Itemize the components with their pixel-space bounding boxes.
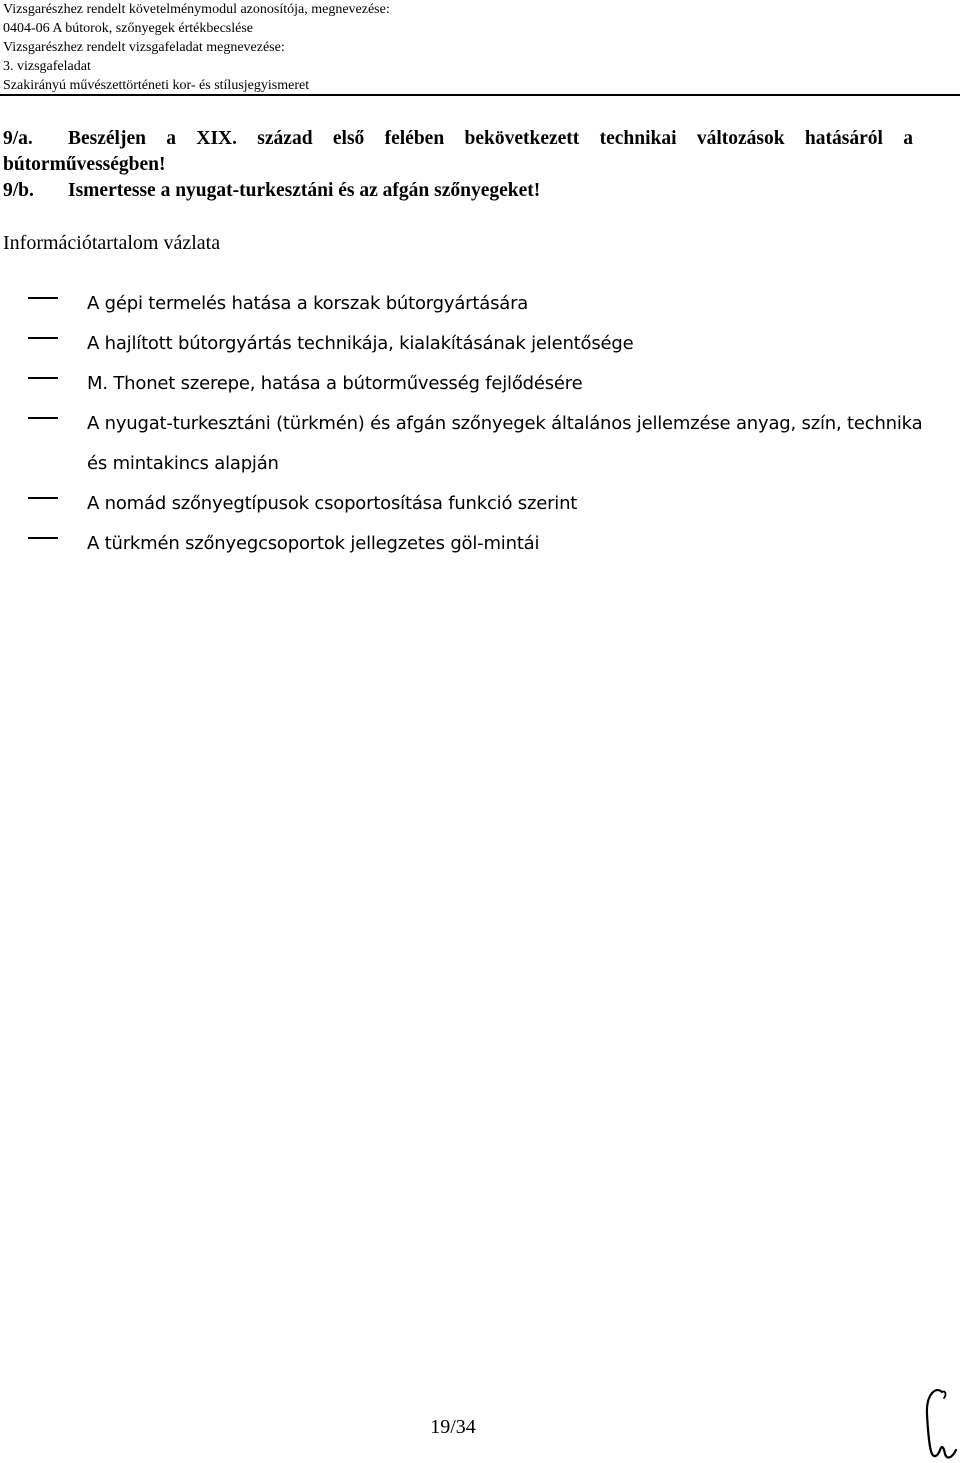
exam-task — [3, 126, 913, 204]
header-line: 3. vizsgafeladat — [3, 59, 91, 74]
task-b — [3, 178, 913, 204]
dash-bullet-icon — [28, 497, 58, 499]
task-a — [3, 126, 913, 152]
list-item — [0, 484, 960, 524]
page-header — [3, 0, 903, 95]
list-item — [0, 404, 960, 484]
list-item-text: A hajlított bútorgyártás technikája, kialakításának jelentősége — [87, 333, 634, 354]
header-line: Szakirányú művészettörténeti kor- és stílusjegyismeret — [3, 78, 310, 93]
header-line: Vizsgarészhez rendelt vizsgafeladat megnevezése: — [3, 40, 285, 55]
header-line: Vizsgarészhez rendelt követelménymodul azonosítója, megnevezése: — [3, 2, 390, 17]
task-a-text-line2: bútorművességben! — [3, 154, 166, 175]
page-number: 19/34 — [430, 1416, 476, 1438]
outline-list — [0, 284, 960, 564]
list-item — [0, 364, 960, 404]
list-item — [0, 284, 960, 324]
task-b-number: 9/b. — [3, 180, 34, 201]
signature-mark — [918, 1384, 960, 1463]
list-item — [0, 524, 960, 564]
list-item-text: A türkmén szőnyegcsoportok jellegzetes göl-mintái — [87, 533, 540, 554]
dash-bullet-icon — [28, 337, 58, 339]
list-item-text: M. Thonet szerepe, hatása a bútorművesség fejlődésére — [87, 373, 583, 394]
list-item-text: A nomád szőnyegtípusok csoportosítása funkció szerint — [87, 493, 578, 514]
list-item-text: A nyugat-turkesztáni (türkmén) és afgán szőnyegek általános jellemzése anyag, szín, technika és mintakincs alapján — [87, 413, 923, 474]
task-a-number: 9/a. — [3, 128, 33, 149]
header-rule — [0, 94, 960, 96]
task-a-text-line1: Beszéljen a XIX. század első felében bekövetkezett technikai változások hatásáról a — [68, 128, 913, 149]
header-line: 0404-06 A bútorok, szőnyegek értékbecslése — [3, 21, 253, 36]
info-outline-title: Információtartalom vázlata — [3, 232, 221, 254]
dash-bullet-icon — [28, 417, 58, 419]
dash-bullet-icon — [28, 537, 58, 539]
list-item — [0, 324, 960, 364]
dash-bullet-icon — [28, 377, 58, 379]
dash-bullet-icon — [28, 297, 58, 299]
list-item-text: A gépi termelés hatása a korszak bútorgyártására — [87, 293, 529, 314]
task-b-text: Ismertesse a nyugat-turkesztáni és az afgán szőnyegeket! — [68, 180, 541, 201]
